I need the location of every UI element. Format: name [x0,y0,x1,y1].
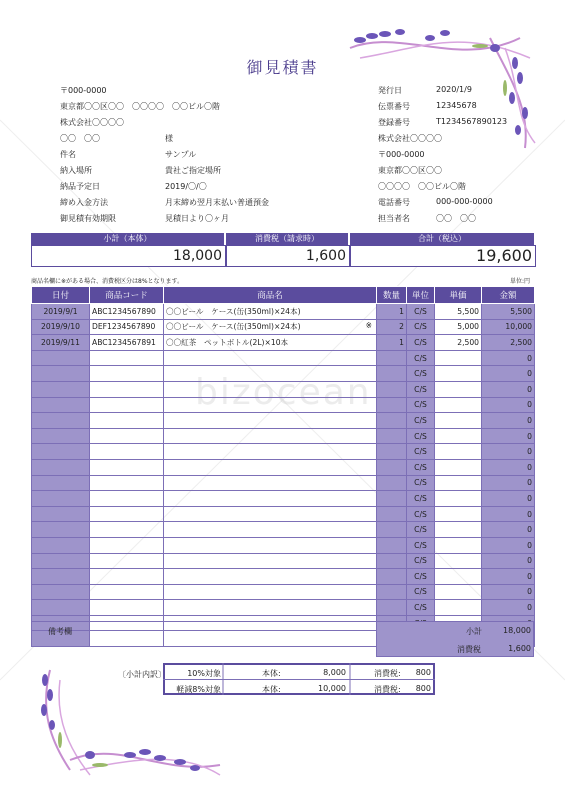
table-cell-code [90,569,164,585]
tax-box [226,245,350,267]
table-cell-amount: 0 [482,553,535,569]
table-cell-unit: C/S [407,522,435,538]
issuer-address-2: 〇〇〇〇 〇〇ビル〇階 [378,182,466,191]
table-cell-price [435,491,482,507]
table-cell-qty [377,537,407,553]
detail-label: 件名 [60,150,76,159]
column-header: 数量 [377,287,407,304]
table-cell-date [32,444,90,460]
table-cell-price [435,350,482,366]
table-cell-code [90,491,164,507]
breakdown-rate: 軽減8%対象 [176,685,221,694]
table-cell-price [435,459,482,475]
table-cell-unit: C/S [407,491,435,507]
table-row [32,413,535,429]
footer-subtotal-value: 18,000 [503,626,531,635]
table-cell-date [32,491,90,507]
table-cell-amount: 2,500 [482,335,535,351]
table-cell-name [164,428,377,444]
issue-date: 2020/1/9 [436,85,472,94]
table-cell-amount: 0 [482,522,535,538]
remarks-area [31,621,376,658]
table-cell-date [32,506,90,522]
table-cell-date [32,366,90,382]
table-cell-code [90,553,164,569]
table-cell-unit: C/S [407,537,435,553]
table-row [32,366,535,382]
table-cell-amount: 0 [482,381,535,397]
item-name: 〇〇ビール ケース(缶(350ml)×24本) [166,322,301,332]
table-cell-price: 2,500 [435,335,482,351]
table-cell-unit: C/S [407,350,435,366]
breakdown-base: 8,000 [323,668,346,677]
breakdown-column-lines [163,663,435,695]
registration-number-label: 登録番号 [378,118,410,127]
table-cell-amount: 0 [482,491,535,507]
table-cell-name [164,600,377,616]
table-cell-amount: 0 [482,569,535,585]
footer-tax-value: 1,600 [508,644,531,653]
table-cell-date [32,475,90,491]
table-cell-date: 2019/9/11 [32,335,90,351]
table-cell-unit: C/S [407,381,435,397]
table-cell-code: ABC1234567890 [90,304,164,320]
table-cell-unit: C/S [407,444,435,460]
table-cell-amount: 0 [482,506,535,522]
footer-tax-label: 消費税 [457,645,481,654]
table-cell-qty [377,428,407,444]
table-cell-name [164,397,377,413]
table-cell-price [435,397,482,413]
table-cell-price [435,428,482,444]
column-header: 日付 [32,287,90,304]
table-cell-name [164,413,377,429]
total-box [350,245,536,267]
footer-subtotal-label: 小計 [466,627,482,636]
total-header: 合計（税込） [350,233,534,245]
table-cell-qty [377,600,407,616]
table-cell-date [32,459,90,475]
table-row [32,428,535,444]
detail-label: 締め入金方法 [60,198,108,207]
table-cell-amount: 0 [482,413,535,429]
unit-note: 単位:円 [510,278,531,285]
table-cell-code [90,413,164,429]
table-cell-date [32,350,90,366]
table-cell-date [32,428,90,444]
table-cell-code [90,584,164,600]
table-cell-amount: 0 [482,584,535,600]
table-row [32,335,535,351]
table-cell-date [32,553,90,569]
column-header: 商品名 [164,287,377,304]
breakdown-tax-label: 消費税: [374,685,401,694]
table-cell-unit: C/S [407,428,435,444]
table-cell-amount: 0 [482,428,535,444]
table-cell-name [164,569,377,585]
table-cell-date: 2019/9/1 [32,304,90,320]
issue-date-label: 発行日 [378,86,402,95]
detail-label: 納品予定日 [60,182,100,191]
table-cell-name [164,553,377,569]
item-name: 〇〇ビール ケース(缶(350ml)×24本) [166,306,301,316]
issuer-address-1: 東京都〇〇区〇〇 [378,166,442,175]
breakdown-label: 〔小計内訳〕 [118,670,166,679]
table-row [32,475,535,491]
table-cell-name [164,522,377,538]
table-row [32,304,535,320]
table-cell-name [164,459,377,475]
breakdown-tax: 800 [415,684,431,693]
table-cell-date [32,413,90,429]
table-cell-date [32,381,90,397]
table-cell-code [90,600,164,616]
total-value: 19,600 [476,246,532,265]
table-cell-price [435,444,482,460]
slip-number: 12345678 [436,101,477,110]
table-cell-name [164,366,377,382]
slip-number-label: 伝票番号 [378,102,410,111]
table-cell-name [164,304,377,320]
table-cell-qty [377,506,407,522]
table-cell-code [90,428,164,444]
table-cell-amount: 0 [482,444,535,460]
table-cell-code [90,475,164,491]
table-cell-code [90,397,164,413]
subtotal-value: 18,000 [173,248,222,264]
table-cell-code [90,381,164,397]
table-cell-price [435,584,482,600]
table-cell-amount: 0 [482,397,535,413]
document-title: 御見積書 [246,58,319,77]
table-cell-code [90,350,164,366]
table-cell-unit: C/S [407,553,435,569]
breakdown-base-label: 本体: [262,685,281,694]
table-cell-price: 5,500 [435,304,482,320]
table-cell-qty: 2 [377,319,407,335]
table-cell-name [164,584,377,600]
table-cell-name [164,537,377,553]
breakdown-tax-label: 消費税: [374,669,401,678]
table-cell-amount: 0 [482,350,535,366]
table-cell-qty [377,413,407,429]
table-cell-name [164,350,377,366]
table-cell-date [32,584,90,600]
recipient-postal: 〒000-0000 [60,86,107,95]
table-cell-qty [377,397,407,413]
table-row [32,491,535,507]
table-cell-date [32,397,90,413]
detail-value: 月末締め翌月末払い普通預金 [165,198,269,207]
recipient-honorific: 様 [165,134,173,143]
table-row [32,537,535,553]
item-name: 〇〇紅茶 ペットボトル(2L)×10本 [166,337,289,347]
items-header-row [32,287,535,304]
table-cell-qty [377,444,407,460]
table-cell-unit: C/S [407,569,435,585]
table-cell-unit: C/S [407,335,435,351]
table-cell-code [90,506,164,522]
table-cell-price [435,569,482,585]
table-cell-price [435,366,482,382]
table-cell-amount: 0 [482,537,535,553]
table-cell-price [435,413,482,429]
table-row [32,459,535,475]
table-cell-amount: 0 [482,459,535,475]
table-cell-qty [377,366,407,382]
issuer-company: 株式会社〇〇〇〇 [378,134,442,143]
table-cell-qty [377,569,407,585]
table-cell-price [435,537,482,553]
items-table [31,286,535,647]
table-cell-qty [377,381,407,397]
issuer-rep: 〇〇 〇〇 [436,214,476,223]
recipient-name: 〇〇 〇〇 [60,134,100,143]
table-cell-qty [377,350,407,366]
table-cell-qty [377,522,407,538]
table-row [32,569,535,585]
table-row [32,506,535,522]
table-row [32,381,535,397]
table-cell-name [164,506,377,522]
breakdown-rate: 10%対象 [187,669,221,678]
table-cell-qty [377,553,407,569]
column-header: 単位 [407,287,435,304]
detail-label: 納入場所 [60,166,92,175]
table-cell-qty [377,491,407,507]
table-cell-code [90,522,164,538]
table-cell-amount: 0 [482,366,535,382]
detail-value: サンプル [165,150,197,159]
issuer-phone: 000-000-0000 [436,197,493,206]
table-cell-unit: C/S [407,600,435,616]
table-cell-date [32,522,90,538]
table-row [32,522,535,538]
table-cell-date [32,569,90,585]
table-cell-price [435,522,482,538]
table-cell-price [435,506,482,522]
registration-number: T1234567890123 [436,117,508,126]
table-cell-name [164,335,377,351]
remarks-label: 備考欄 [48,627,72,636]
table-cell-unit: C/S [407,366,435,382]
table-cell-qty [377,459,407,475]
column-header: 商品コード [90,287,164,304]
column-header: 金額 [482,287,535,304]
table-row [32,350,535,366]
tax-value: 1,600 [305,248,346,264]
table-cell-qty [377,584,407,600]
table-cell-unit: C/S [407,459,435,475]
table-cell-price [435,381,482,397]
table-cell-name [164,491,377,507]
table-cell-name [164,475,377,491]
table-row [32,397,535,413]
table-cell-qty [377,475,407,491]
table-cell-date [32,537,90,553]
table-cell-unit: C/S [407,304,435,320]
table-cell-code [90,444,164,460]
detail-value: 見積日より〇ヶ月 [165,214,229,223]
subtotal-box [31,245,226,267]
table-row [32,600,535,616]
table-cell-unit: C/S [407,413,435,429]
table-cell-unit: C/S [407,584,435,600]
detail-value: 貴社ご指定場所 [165,166,221,175]
table-cell-name [164,381,377,397]
reduced-tax-mark: ※ [365,321,372,331]
table-cell-qty: 1 [377,304,407,320]
table-cell-code [90,459,164,475]
tax-note: 商品名欄に※がある場合、消費税区分は8%となります。 [31,278,184,285]
table-cell-name [164,444,377,460]
table-cell-price: 5,000 [435,319,482,335]
issuer-postal: 〒000-0000 [378,150,425,159]
detail-value: 2019/〇/〇 [165,182,207,191]
table-cell-unit: C/S [407,319,435,335]
issuer-phone-label: 電話番号 [378,198,410,207]
table-row [32,553,535,569]
table-row [32,584,535,600]
subtotal-header: 小計（本体） [31,233,224,245]
table-cell-code [90,366,164,382]
table-cell-amount: 5,500 [482,304,535,320]
table-cell-code: ABC1234567891 [90,335,164,351]
column-header: 単価 [435,287,482,304]
table-cell-unit: C/S [407,475,435,491]
table-cell-date [32,600,90,616]
table-cell-name [164,319,377,335]
table-cell-price [435,600,482,616]
recipient-address: 東京都〇〇区〇〇 〇〇〇〇 〇〇ビル〇階 [60,102,220,111]
table-row [32,444,535,460]
table-cell-price [435,475,482,491]
breakdown-base-label: 本体: [262,669,281,678]
table-cell-price [435,553,482,569]
watermark: bizocean [195,372,372,413]
table-cell-date: 2019/9/10 [32,319,90,335]
table-cell-code [90,537,164,553]
recipient-company: 株式会社〇〇〇〇 [60,118,124,127]
detail-label: 御見積有効期限 [60,214,116,223]
table-cell-amount: 0 [482,600,535,616]
table-cell-unit: C/S [407,397,435,413]
table-cell-qty: 1 [377,335,407,351]
table-cell-amount: 0 [482,475,535,491]
tax-header: 消費税（請求時） [226,233,348,245]
table-cell-unit: C/S [407,506,435,522]
breakdown-tax: 800 [415,668,431,677]
table-cell-amount: 10,000 [482,319,535,335]
breakdown-base: 10,000 [318,684,346,693]
issuer-rep-label: 担当者名 [378,214,410,223]
table-row [32,319,535,335]
table-cell-code: DEF1234567890 [90,319,164,335]
